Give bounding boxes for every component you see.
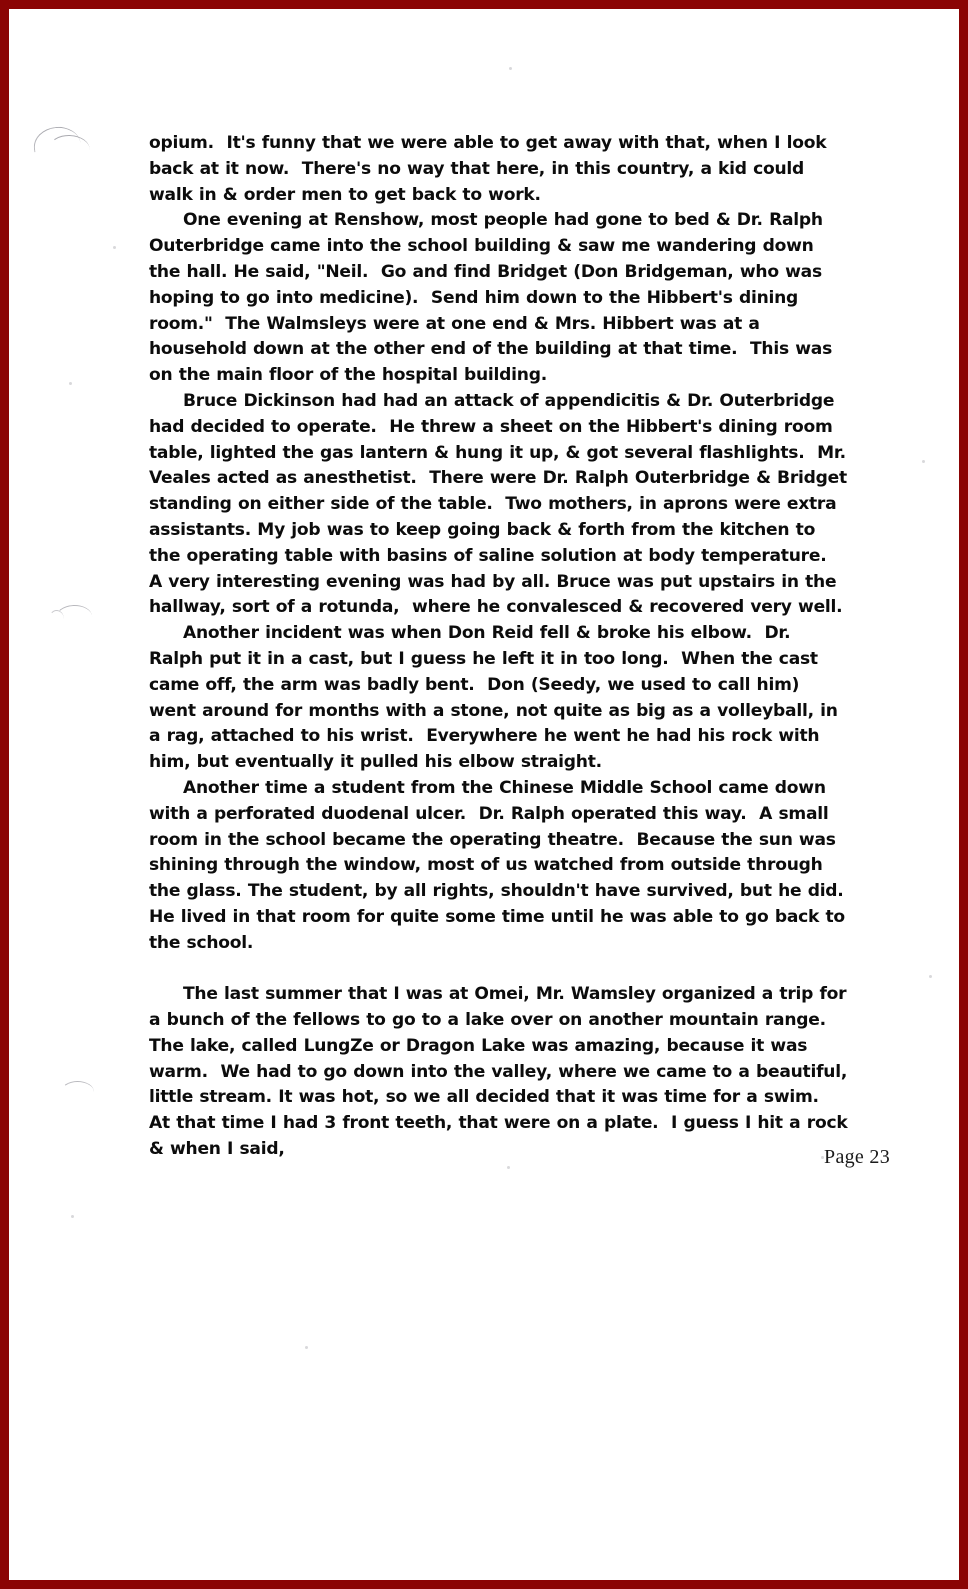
scan-speck xyxy=(71,1215,74,1218)
paragraph-opium: opium. It's funny that we were able to get away with that, when I look back at it now. There's no way that here, in this country, a kid could walk in & order men to get back to work. xyxy=(149,133,833,205)
pencil-arc-icon-top xyxy=(32,125,81,153)
scan-speck xyxy=(113,246,116,249)
paragraph-don-reid-elbow: Another incident was when Don Reid fell & broke his elbow. Dr. Ralph put it in a cast, but I guess he left it in too long. When the cast came off, the arm was badly bent. Don (Seedy, we used to call him) went around for months with a stone, not quite as big as a volleyball, in a rag, attached to his wrist. Everywhere he went he had his rock with him, but eventually it pulled his elbow straight. xyxy=(149,623,844,773)
scan-speck xyxy=(69,382,72,385)
page-body-text xyxy=(149,131,857,1163)
scan-speck xyxy=(922,460,925,463)
paragraph-renshow: One evening at Renshow, most people had gone to bed & Dr. Ralph Outerbridge came into the school building & saw me wandering down the hall. He said, "Neil. Go and find Bridget (Don Bridgeman, who was hoping to go into medicine). Send him down to the Hibbert's dining room." The Walmsleys were at one end & Mrs. Hibbert was at a household down at the other end of the building at that time. This was on the main floor of the hospital building. xyxy=(149,210,839,386)
paragraph-duodenal-ulcer: Another time a student from the Chinese Middle School came down with a perforated duodenal ulcer. Dr. Ralph operated this way. A small room in the school became the operating theatre. Because the sun was shining through the window, most of us watched from outside through the glass. The student, by all rights, shouldn't have survived, but he did. He lived in that room for quite some time until he was able to go back to the school. xyxy=(149,777,857,953)
scan-speck xyxy=(509,67,512,70)
scan-speck xyxy=(305,1346,308,1349)
page-number-footer: Page 23 xyxy=(824,1146,890,1168)
pencil-arc-icon-top-secondary xyxy=(49,134,91,152)
margin-artifact-group xyxy=(9,9,149,1580)
paragraph-omei-lake: The last summer that I was at Omei, Mr. Wamsley organized a trip for a bunch of the fellows to go to a lake over on another mountain range. The lake, called LungZe or Dragon Lake was amazing, because it was warm. We had to go down into the valley, where we came to a beautiful, little stream. It was hot, so we all decided that it was time for a swim. At that time I had 3 front teeth, that were on a plate. I guess I hit a rock & when I said, xyxy=(149,984,854,1160)
paragraph-appendicitis: Bruce Dickinson had had an attack of appendicitis & Dr. Outerbridge had decided to operate. He threw a sheet on the Hibbert's dining room table, lighted the gas lantern & hung it up, & got several flashlights. Mr. Veales acted as anesthetist. There were Dr. Ralph Outerbridge & Bridget standing on either side of the table. Two mothers, in aprons were extra assistants. My job was to keep going back & forth from the kitchen to the operating table with basins of saline solution at body temperature. A very interesting evening was had by all. Bruce was put upstairs in the hallway, sort of a rotunda, where he convalesced & recovered very well. xyxy=(149,390,854,618)
pencil-arc-icon-lower xyxy=(61,1081,94,1094)
pencil-arc-icon-middle xyxy=(55,604,93,621)
scan-speck xyxy=(929,975,932,978)
pencil-arc-icon-middle-secondary xyxy=(49,610,64,621)
page-sheet xyxy=(9,9,959,1580)
